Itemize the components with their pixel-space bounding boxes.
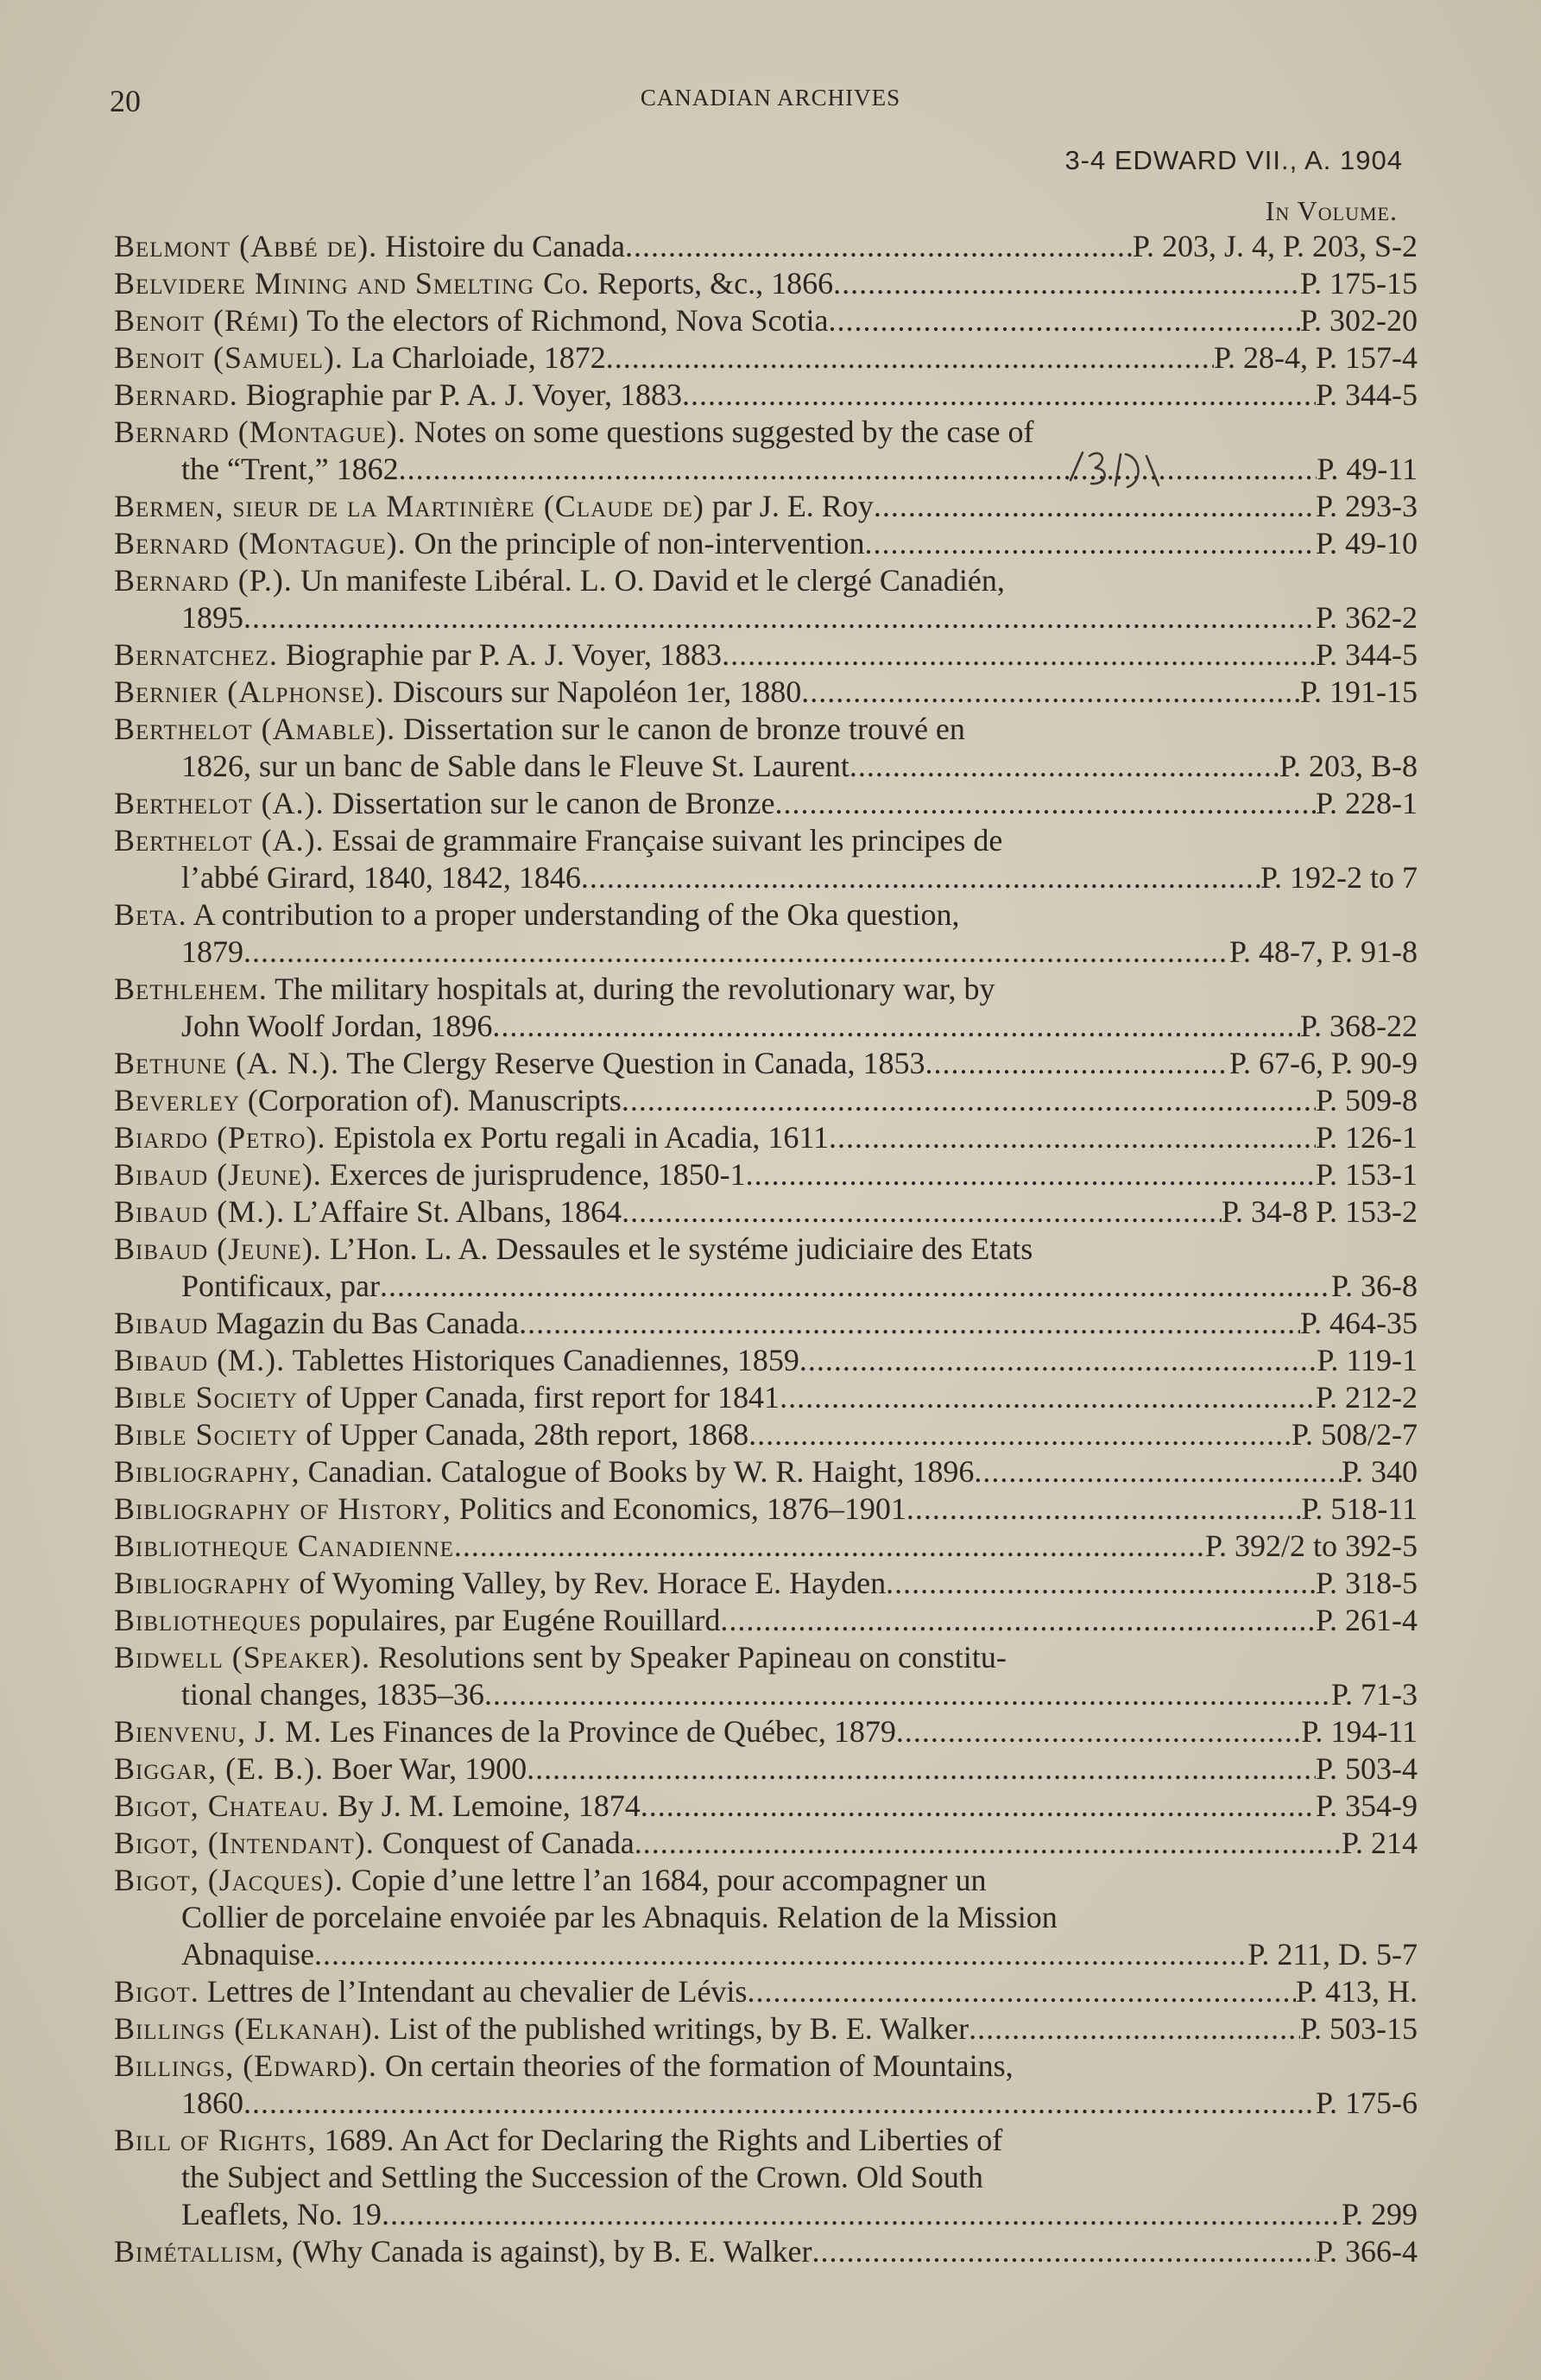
volume-reference: P. 192-2 to 7 (1260, 860, 1418, 895)
leader-dots (812, 2233, 1316, 2270)
entry-first-line (114, 1193, 1418, 1231)
entry-heading: Bibaud (114, 1306, 209, 1340)
entry-first-line (114, 2010, 1418, 2048)
leader-dots (484, 1676, 1331, 1713)
entry-heading: Biggar, (E. B.). (114, 1751, 325, 1786)
entry-heading: Bibaud (M.). (114, 1343, 286, 1377)
entry-heading: Bibaud (Jeune). (114, 1157, 322, 1192)
volume-reference: P. 518-11 (1301, 1491, 1418, 1526)
index-entry (114, 1862, 1418, 1973)
index-entry (114, 1973, 1418, 2010)
entry-title-text: 1826, sur un banc de Sable dans le Fleuve St. Laurent (181, 749, 849, 783)
volume-reference: P. 366-4 (1315, 2234, 1418, 2269)
entry-continuation-line (114, 2196, 1418, 2233)
index-entry (114, 822, 1418, 896)
entry-first-line (114, 1565, 1418, 1602)
entry-heading: Benoit (Rémi) (114, 303, 300, 338)
volume-reference: P. 354-9 (1315, 1788, 1418, 1823)
entry-first-line (114, 1045, 1418, 1082)
index-entry (114, 1156, 1418, 1193)
index-entry (114, 1416, 1418, 1453)
entry-continuation-line (114, 2085, 1418, 2122)
entry-continuation-line (114, 1268, 1418, 1305)
volume-reference: P. 344-5 (1315, 637, 1418, 672)
entry-heading: Billings (Elkanah). (114, 2011, 382, 2046)
volume-reference: P. 49-10 (1315, 526, 1418, 560)
entry-first-line (114, 1788, 1418, 1825)
entry-title-text: Lettres de l’Intendant au chevalier de Lévis (206, 1974, 748, 2009)
index-entry (114, 1602, 1418, 1639)
entry-continuation-line (114, 934, 1418, 971)
volume-reference: P. 299 (1341, 2197, 1418, 2231)
entry-heading: Bethlehem. (114, 972, 268, 1006)
volume-reference: P. 203, J. 4, P. 203, S-2 (1132, 229, 1418, 263)
entry-heading: Bibliography, (114, 1454, 300, 1489)
leader-dots (682, 377, 1316, 414)
entry-heading: Beta. (114, 897, 187, 932)
entry-title-text: By J. M. Lemoine, 1874 (337, 1788, 641, 1823)
entry-title-text: Essai de grammaire Française suivant les principes de (332, 823, 1003, 858)
entry-continuation-line (114, 1676, 1418, 1713)
entry-first-line (114, 1491, 1418, 1528)
volume-reference: P. 503-15 (1299, 2011, 1418, 2046)
index-entry (114, 711, 1418, 785)
entry-title-text: Les Finances de la Province de Québec, 1879 (330, 1714, 896, 1749)
entry-heading: Bernatchez. (114, 637, 278, 672)
volume-reference: P. 302-20 (1299, 303, 1418, 338)
volume-reference: P. 203, B-8 (1279, 749, 1418, 783)
index-entry (114, 1342, 1418, 1379)
entry-heading: Bibliography (114, 1566, 292, 1600)
entry-title-text: Canadian. Catalogue of Books by W. R. Haight, 1896 (307, 1454, 975, 1489)
leader-dots (314, 1936, 1247, 1973)
leader-dots (606, 339, 1214, 377)
entry-first-line (114, 1713, 1418, 1750)
volume-reference: P. 34-8 P. 153-2 (1221, 1194, 1418, 1229)
index-entry (114, 971, 1418, 1045)
entry-first-line (114, 1639, 1418, 1676)
entry-title-text: Dissertation sur le canon de Bronze (332, 786, 775, 820)
leader-dots (864, 525, 1316, 562)
entry-heading: Bigot, (Jacques). (114, 1863, 344, 1897)
leader-dots (780, 1379, 1316, 1416)
index-entry (114, 1788, 1418, 1825)
volume-reference: P. 175-15 (1299, 266, 1418, 301)
entry-first-line (114, 1342, 1418, 1379)
index-entry (114, 1491, 1418, 1528)
entry-heading: Bibliotheques (114, 1603, 302, 1637)
volume-reference: P. 293-3 (1315, 489, 1418, 523)
entry-first-line (114, 1825, 1418, 1862)
leader-dots (746, 1156, 1316, 1193)
entry-title-text: populaires, par Eugéne Rouillard (309, 1603, 721, 1637)
index-entry (114, 1565, 1418, 1602)
volume-reference: P. 340 (1341, 1454, 1418, 1489)
index-entry (114, 562, 1418, 636)
volume-reference: P. 212-2 (1315, 1380, 1418, 1415)
page-number: 20 (110, 84, 141, 118)
entry-first-line (114, 265, 1418, 302)
volume-reference: P. 392/2 to 392-5 (1204, 1529, 1418, 1563)
entry-title-text: Un manifeste Libéral. L. O. David et le clergé Canadién, (300, 563, 1005, 598)
volume-reference: P. 318-5 (1315, 1566, 1418, 1600)
leader-dots (974, 1453, 1342, 1491)
entry-first-line (114, 562, 1418, 599)
leader-dots (625, 228, 1133, 265)
leader-dots (622, 1193, 1222, 1231)
index-entry (114, 674, 1418, 711)
index-entry (114, 228, 1418, 265)
leader-dots (635, 1825, 1342, 1862)
entry-heading: Beverley (114, 1083, 240, 1117)
index-entry (114, 339, 1418, 377)
entry-heading: Bibaud (Jeune). (114, 1231, 322, 1266)
index-entry (114, 265, 1418, 302)
leader-dots (243, 599, 1316, 636)
entry-title-text: par J. E. Roy (711, 489, 874, 523)
entry-continuation-line (114, 748, 1418, 785)
entry-title-text: 1860 (181, 2086, 243, 2120)
entry-first-line (114, 339, 1418, 377)
volume-reference: P. 413, H. (1295, 1974, 1418, 2009)
index-entry (114, 525, 1418, 562)
leader-dots (581, 859, 1260, 896)
leader-dots (886, 1565, 1316, 1602)
index-entry (114, 1193, 1418, 1231)
entry-title-text: Leaflets, No. 19 (181, 2197, 382, 2231)
entry-heading: Berthelot (A.). (114, 823, 325, 858)
volume-reference: P. 36-8 (1330, 1269, 1418, 1303)
leader-dots (829, 302, 1300, 339)
entry-title-text: John Woolf Jordan, 1896 (181, 1009, 493, 1043)
entry-heading: Bienvenu, J. M. (114, 1714, 323, 1749)
leader-dots (399, 451, 1317, 488)
entry-title-text: Histoire du Canada (385, 229, 626, 263)
leader-dots (243, 2085, 1316, 2122)
entry-title-text: Dissertation sur le canon de bronze trouvé en (403, 712, 965, 746)
entry-title-text: The Clergy Reserve Question in Canada, 1853 (346, 1046, 925, 1080)
entry-title-text: Abnaquise (181, 1937, 314, 1972)
entry-heading: Bibliography of History, (114, 1491, 452, 1526)
leader-dots (774, 785, 1316, 822)
entry-continuation-line (114, 1899, 1418, 1936)
entry-first-line (114, 1156, 1418, 1193)
entry-title-text: of Upper Canada, 28th report, 1868 (306, 1417, 749, 1452)
leader-dots (519, 1305, 1300, 1342)
volume-reference: P. 191-15 (1299, 674, 1418, 709)
entry-heading: Bigot. (114, 1974, 199, 2009)
entry-continuation-line (114, 599, 1418, 636)
entry-title-text: Tablettes Historiques Canadiennes, 1859 (292, 1343, 799, 1377)
entry-first-line (114, 2048, 1418, 2085)
volume-reference: P. 49-11 (1317, 452, 1418, 486)
volume-reference: P. 194-11 (1301, 1714, 1418, 1749)
index-entry (114, 2122, 1418, 2233)
index-entry (114, 1639, 1418, 1713)
volume-reference: P. 119-1 (1317, 1343, 1418, 1377)
entry-heading: Bernard (Montague). (114, 526, 407, 560)
entry-first-line (114, 228, 1418, 265)
index-entry (114, 1119, 1418, 1156)
entry-heading: Bimétallism, (114, 2234, 285, 2269)
leader-dots (925, 1045, 1229, 1082)
entry-continuation-line (114, 1008, 1418, 1045)
volume-reference: P. 228-1 (1315, 786, 1418, 820)
index-entry (114, 1231, 1418, 1305)
index-entry (114, 377, 1418, 414)
leader-dots (243, 934, 1229, 971)
leader-dots (492, 1008, 1300, 1045)
volume-reference: P. 362-2 (1315, 600, 1418, 635)
entry-first-line (114, 1379, 1418, 1416)
entry-heading: Bibliotheque Canadienne (114, 1529, 454, 1563)
entry-heading: Bernier (Alphonse). (114, 674, 385, 709)
entry-title-text: Exerces de jurisprudence, 1850-1 (329, 1157, 746, 1192)
entry-heading: Bernard (Montague). (114, 415, 407, 449)
entry-title-text: 1895 (181, 600, 243, 635)
entry-title-text: To the electors of Richmond, Nova Scotia (306, 303, 829, 338)
entry-first-line (114, 2122, 1418, 2159)
index-entry (114, 896, 1418, 971)
index-entry (114, 1082, 1418, 1119)
entry-first-line (114, 2233, 1418, 2270)
entry-title-text: 1689. An Act for Declaring the Rights and Liberties of (324, 2123, 1003, 2157)
entry-first-line (114, 302, 1418, 339)
index-entry (114, 488, 1418, 525)
entry-title-text: l’abbé Girard, 1840, 1842, 1846 (181, 860, 581, 895)
entry-title-text: On the principle of non-intervention (414, 526, 865, 560)
entry-title-text: Boer War, 1900 (332, 1751, 527, 1786)
leader-dots (829, 1119, 1316, 1156)
leader-dots (849, 748, 1279, 785)
entry-title-text: Collier de porcelaine envoiée par les Abnaquis. Relation de la Mission (181, 1900, 1058, 1934)
entry-title-text: Epistola ex Portu regali in Acadia, 1611 (333, 1120, 829, 1155)
entry-first-line (114, 1416, 1418, 1453)
volume-reference: P. 48-7, P. 91-8 (1228, 934, 1418, 969)
entry-title-text: the Subject and Settling the Succession of the Crown. Old South (181, 2160, 983, 2194)
entry-title-text: Biographie par P. A. J. Voyer, 1883 (285, 637, 723, 672)
entry-title-text: The military hospitals at, during the revolutionary war, by (275, 972, 995, 1006)
entry-heading: Benoit (Samuel). (114, 340, 344, 375)
index-entry (114, 2010, 1418, 2048)
entry-title-text: A contribution to a proper understanding of the Oka question, (193, 897, 960, 932)
volume-reference: P. 153-1 (1315, 1157, 1418, 1192)
leader-dots (896, 1713, 1301, 1750)
entry-title-text: tional changes, 1835–36 (181, 1677, 484, 1712)
index-entry (114, 1825, 1418, 1862)
leader-dots (527, 1750, 1316, 1788)
entry-title-text: Copie d’une lettre l’an 1684, pour accompagner un (351, 1863, 987, 1897)
column-heading: In Volume. (1265, 195, 1398, 226)
volume-reference: P. 211, D. 5-7 (1247, 1937, 1418, 1972)
entry-heading: Bernard (P.). (114, 563, 293, 598)
volume-reference: P. 509-8 (1315, 1083, 1418, 1117)
leader-dots (454, 1528, 1205, 1565)
entry-heading: Bill of Rights, (114, 2123, 317, 2157)
entry-first-line (114, 1602, 1418, 1639)
entry-heading: Bigot, (Intendant). (114, 1826, 375, 1860)
volume-reference: P. 28-4, P. 157-4 (1213, 340, 1418, 375)
volume-reference: P. 503-4 (1315, 1751, 1418, 1786)
leader-dots (747, 1973, 1296, 2010)
entry-heading: Belvidere Mining and Smelting Co. (114, 266, 591, 301)
entry-title-text: of Wyoming Valley, by Rev. Horace E. Hayden (299, 1566, 887, 1600)
entry-first-line (114, 785, 1418, 822)
volume-reference: P. 214 (1341, 1826, 1418, 1860)
entry-heading: Berthelot (Amable). (114, 712, 396, 746)
entry-title-text: On certain theories of the formation of Mountains, (384, 2048, 1014, 2083)
entry-first-line (114, 822, 1418, 859)
leader-dots (382, 2196, 1342, 2233)
entry-first-line (114, 525, 1418, 562)
index-entry (114, 2048, 1418, 2122)
entry-title-text: Resolutions sent by Speaker Papineau on constitu- (378, 1640, 1007, 1674)
index-entry (114, 414, 1418, 488)
index-entry (114, 636, 1418, 674)
entry-first-line (114, 1528, 1418, 1565)
entry-first-line (114, 971, 1418, 1008)
entry-heading: Bethune (A. N.). (114, 1046, 339, 1080)
entry-continuation-line (114, 451, 1418, 488)
entry-first-line (114, 896, 1418, 934)
entry-heading: Billings, (Edward). (114, 2048, 377, 2083)
entry-heading: Berthelot (A.). (114, 786, 325, 820)
leader-dots (969, 2010, 1300, 2048)
entry-title-text: Biographie par P. A. J. Voyer, 1883 (245, 377, 683, 412)
index-entry (114, 1713, 1418, 1750)
entry-first-line (114, 1082, 1418, 1119)
index-entry (114, 1453, 1418, 1491)
leader-dots (833, 265, 1300, 302)
entry-first-line (114, 674, 1418, 711)
entry-first-line (114, 1750, 1418, 1788)
index-entries (114, 228, 1418, 2270)
volume-reference: P. 175-6 (1315, 2086, 1418, 2120)
entry-heading: Bible Society (114, 1380, 299, 1415)
entry-first-line (114, 414, 1418, 451)
entry-title-text: (Corporation of). Manuscripts (247, 1083, 622, 1117)
leader-dots (801, 674, 1300, 711)
entry-heading: Belmont (Abbé de). (114, 229, 378, 263)
entry-title-text: La Charloiade, 1872 (351, 340, 606, 375)
entry-continuation-line (114, 2159, 1418, 2196)
entry-title-text: (Why Canada is against), by B. E. Walker (292, 2234, 812, 2269)
entry-title-text: L’Affaire St. Albans, 1864 (293, 1194, 622, 1229)
entry-title-text: 1879 (181, 934, 243, 969)
entry-title-text: Reports, &c., 1866 (597, 266, 834, 301)
entry-first-line (114, 711, 1418, 748)
entry-first-line (114, 1231, 1418, 1268)
entry-title-text: L’Hon. L. A. Dessaules et le systéme judiciaire des Etats (329, 1231, 1033, 1266)
volume-reference: P. 261-4 (1315, 1603, 1418, 1637)
leader-dots (641, 1788, 1316, 1825)
leader-dots (380, 1268, 1331, 1305)
entry-continuation-line (114, 1936, 1418, 1973)
entry-heading: Bigot, Chateau. (114, 1788, 330, 1823)
leader-dots (720, 1602, 1316, 1639)
entry-title-text: Discours sur Napoléon 1er, 1880 (392, 674, 802, 709)
entry-heading: Biardo (Petro). (114, 1120, 326, 1155)
entry-first-line (114, 1862, 1418, 1899)
entry-heading: Bibaud (M.). (114, 1194, 286, 1229)
session-label: 3-4 EDWARD VII., A. 1904 (1064, 145, 1403, 175)
entry-title-text: Magazin du Bas Canada (216, 1306, 520, 1340)
handwritten-annotation-mark (1064, 446, 1167, 494)
index-entry (114, 1750, 1418, 1788)
entry-first-line (114, 636, 1418, 674)
leader-dots (748, 1416, 1292, 1453)
leader-dots (906, 1491, 1301, 1528)
entry-heading: Bernard. (114, 377, 238, 412)
entry-heading: Bidwell (Speaker). (114, 1640, 371, 1674)
volume-reference: P. 67-6, P. 90-9 (1228, 1046, 1418, 1080)
entry-first-line (114, 1305, 1418, 1342)
entry-first-line (114, 1453, 1418, 1491)
entry-first-line (114, 1119, 1418, 1156)
volume-reference: P. 344-5 (1315, 377, 1418, 412)
index-entry (114, 1379, 1418, 1416)
index-entry (114, 1305, 1418, 1342)
entry-heading: Bible Society (114, 1417, 299, 1452)
leader-dots (799, 1342, 1317, 1379)
volume-reference: P. 464-35 (1299, 1306, 1418, 1340)
index-entry (114, 2233, 1418, 2270)
leader-dots (622, 1082, 1316, 1119)
volume-reference: P. 126-1 (1315, 1120, 1418, 1155)
entry-title-text: the “Trent,” 1862 (181, 452, 399, 486)
entry-heading: Bermen, sieur de la Martinière (Claude de) (114, 489, 704, 523)
volume-reference: P. 508/2-7 (1291, 1417, 1418, 1452)
entry-continuation-line (114, 859, 1418, 896)
entry-first-line (114, 1973, 1418, 2010)
entry-title-text: List of the published writings, by B. E. Walker (388, 2011, 969, 2046)
index-entry (114, 785, 1418, 822)
entry-title-text: of Upper Canada, first report for 1841 (306, 1380, 780, 1415)
entry-first-line (114, 377, 1418, 414)
leader-dots (722, 636, 1316, 674)
running-head: CANADIAN ARCHIVES (640, 85, 901, 111)
volume-reference: P. 71-3 (1330, 1677, 1418, 1712)
index-entry (114, 1045, 1418, 1082)
index-entry (114, 1528, 1418, 1565)
entry-title-text: Politics and Economics, 1876–1901 (458, 1491, 906, 1526)
volume-reference: P. 368-22 (1299, 1009, 1418, 1043)
entry-title-text: Conquest of Canada (382, 1826, 635, 1860)
entry-first-line (114, 488, 1418, 525)
entry-title-text: Pontificaux, par (181, 1269, 380, 1303)
index-entry (114, 302, 1418, 339)
entry-title-text: Notes on some questions suggested by the case of (414, 415, 1034, 449)
